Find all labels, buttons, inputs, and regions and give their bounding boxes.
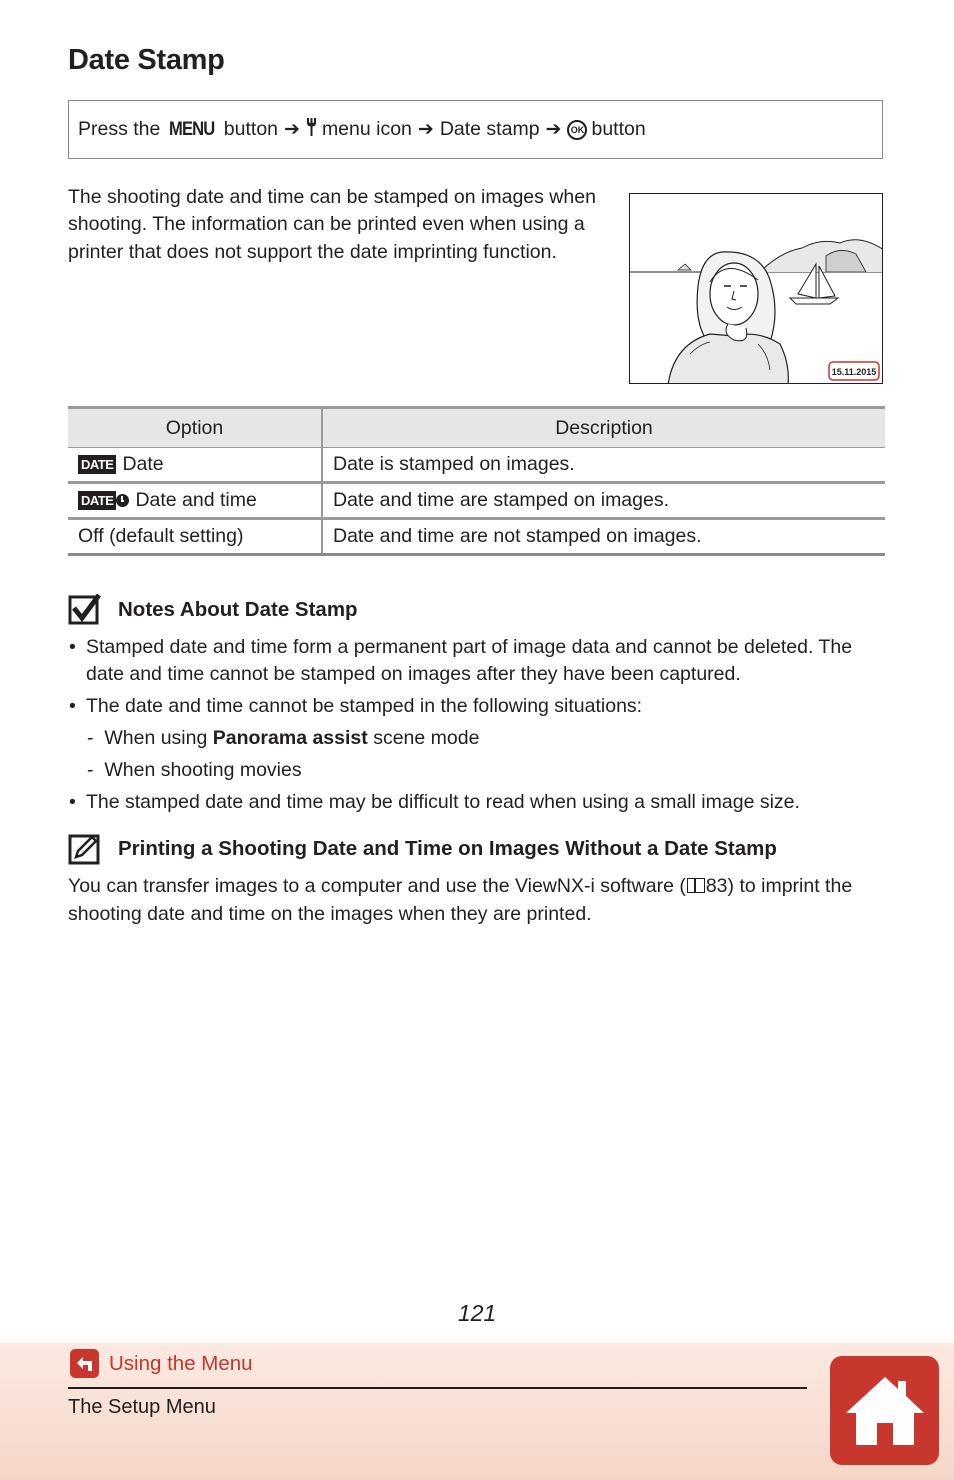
date-stamp-illustration bbox=[629, 193, 883, 384]
check-note-icon bbox=[68, 594, 102, 626]
sub1-post: scene mode bbox=[373, 727, 480, 749]
printing-heading bbox=[68, 833, 777, 865]
clock-icon bbox=[116, 494, 129, 507]
nav-button-label-2: button bbox=[591, 118, 646, 140]
breadcrumb-label[interactable]: Using the Menu bbox=[109, 1351, 253, 1375]
printing-heading-text: Printing a Shooting Date and Time on Images Without a Date Stamp bbox=[118, 837, 777, 860]
nav-button-label: button bbox=[223, 118, 279, 140]
page-reference[interactable]: 83 bbox=[705, 875, 728, 897]
home-button[interactable] bbox=[830, 1356, 939, 1465]
description-cell: Date is stamped on images. bbox=[322, 448, 885, 483]
back-arrow-icon[interactable] bbox=[70, 1349, 99, 1378]
option-cell bbox=[68, 448, 322, 483]
notes-heading bbox=[68, 594, 358, 626]
nav-press: Press the bbox=[78, 118, 161, 140]
notes-heading-text: Notes About Date Stamp bbox=[118, 598, 358, 621]
page-number: 121 bbox=[457, 1300, 497, 1326]
table-row bbox=[68, 483, 885, 519]
option-cell: Off (default setting) bbox=[68, 519, 322, 555]
breadcrumb[interactable] bbox=[70, 1349, 253, 1378]
description-cell: Date and time are stamped on images. bbox=[322, 483, 885, 519]
notes-list bbox=[68, 634, 888, 821]
printing-paragraph bbox=[68, 872, 888, 928]
arrow-right-icon: ➔ bbox=[545, 119, 562, 140]
footer-divider bbox=[68, 1387, 807, 1389]
description-cell: Date and time are not stamped on images. bbox=[322, 519, 885, 555]
sub-list-item: - When using Panorama assist scene mode bbox=[87, 727, 480, 749]
pencil-note-icon bbox=[68, 833, 102, 865]
arrow-right-icon: ➔ bbox=[284, 119, 300, 140]
intro-text: The shooting date and time can be stamped on images when shooting. The information can be printed even when using a printer that does not support the date imprinting function. bbox=[68, 186, 596, 263]
list-item: • Stamped date and time form a permanent part of image data and cannot be deleted. The date and time cannot be stamped on images after they have been captured. bbox=[68, 634, 888, 688]
sub2-text: When shooting movies bbox=[104, 759, 302, 781]
printing-text-pre: You can transfer images to a computer and use the ViewNX-i software ( bbox=[68, 875, 686, 897]
menu-path-box bbox=[68, 100, 883, 159]
sub1-pre: When using bbox=[104, 727, 208, 749]
sub-list-item: - When shooting movies bbox=[87, 759, 302, 781]
nav-menu-icon-label: menu icon bbox=[321, 118, 412, 140]
sub1-bold: Panorama assist bbox=[212, 727, 368, 749]
ok-button-icon: OK bbox=[567, 120, 587, 140]
option-cell bbox=[68, 483, 322, 519]
table-header-row bbox=[68, 408, 885, 448]
home-icon bbox=[842, 1373, 928, 1449]
options-table bbox=[68, 406, 885, 556]
page-title: Date Stamp bbox=[68, 44, 225, 76]
wrench-icon bbox=[306, 117, 317, 143]
list-item: • The stamped date and time may be difficult to read when using a small image size. bbox=[68, 789, 888, 816]
date-icon: DATE bbox=[78, 455, 116, 474]
table-row bbox=[68, 519, 885, 555]
menu-button-icon: MENU bbox=[169, 118, 215, 140]
table-row bbox=[68, 448, 885, 483]
list-item: • The date and time cannot be stamped in the following situations: bbox=[68, 693, 888, 720]
section-label: The Setup Menu bbox=[68, 1396, 216, 1418]
nav-item: Date stamp bbox=[439, 118, 540, 140]
printing-text-post: ) to imprint the shooting date and time on the images when they are printed. bbox=[68, 875, 853, 925]
option-label: Date bbox=[122, 453, 164, 475]
header-description: Description bbox=[322, 408, 885, 448]
header-option: Option bbox=[68, 408, 322, 448]
option-label: Date and time bbox=[135, 489, 257, 511]
book-icon bbox=[687, 878, 705, 893]
arrow-right-icon: ➔ bbox=[417, 119, 434, 140]
date-time-icon: DATE bbox=[78, 491, 116, 510]
date-overlay: 15.11.2015 bbox=[831, 367, 877, 377]
